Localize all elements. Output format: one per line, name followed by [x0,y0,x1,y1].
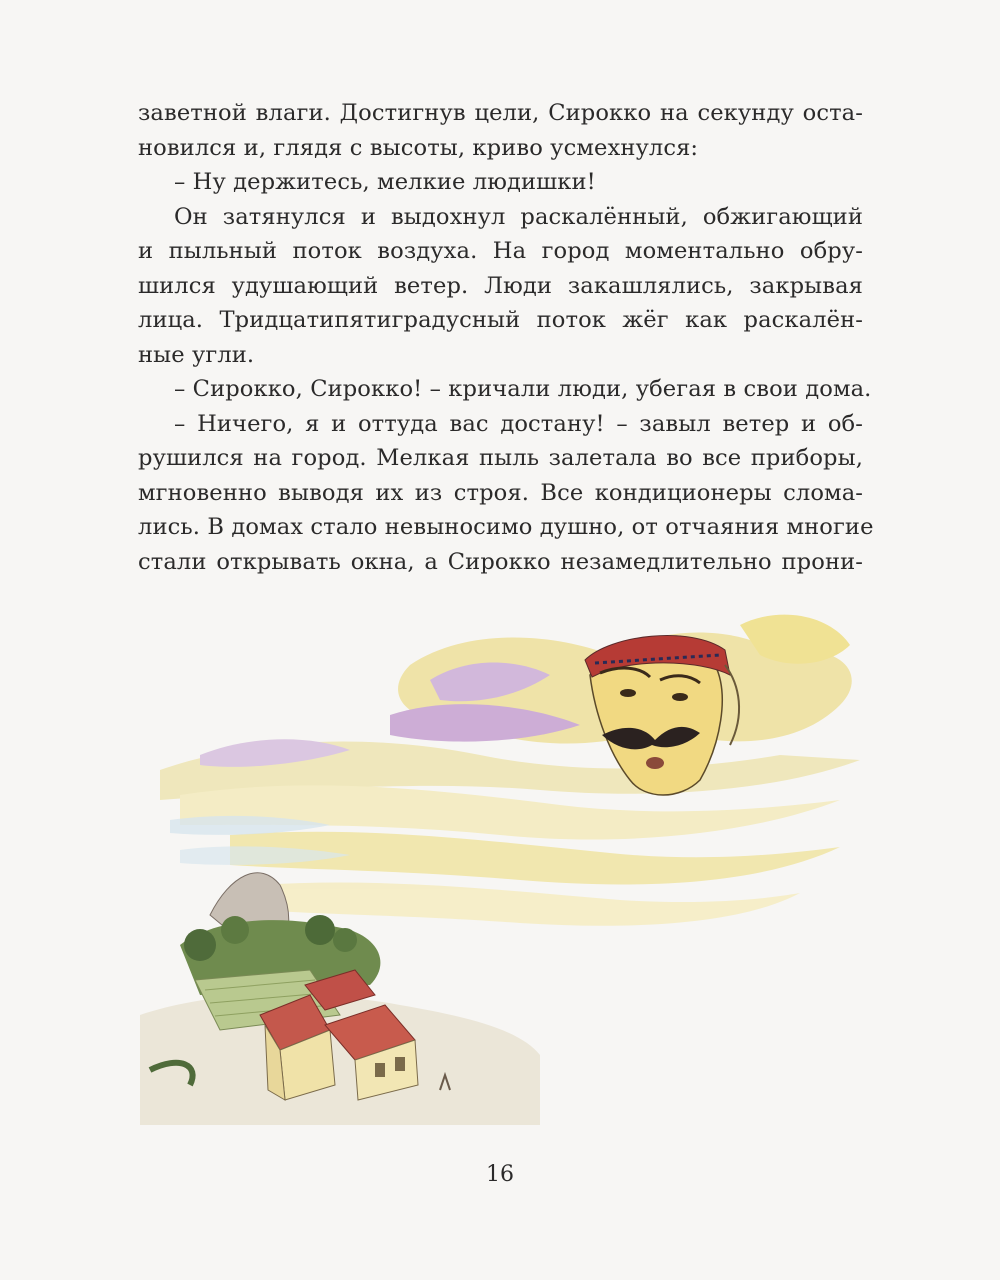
text-line: лись. В домах стало невыносимо душно, от отчаяния многие [138,514,874,540]
text-line: – Ну держитесь, мелкие людишки! [174,169,596,195]
text-line: Он затянулся и выдохнул раскалённый, обжигающий [174,203,863,230]
text-line: мгновенно выводя их из строя. Все кондиционеры слома- [138,479,863,506]
text-line: заветной влаги. Достигнув цели, Сирокко на секунду оста- [138,100,863,126]
text-line: рушился на город. Мелкая пыль залетала во все приборы, [138,445,863,471]
sirocco-wind-illustration [140,585,870,1125]
text-line: новился и, глядя с высоты, криво усмехнулся: [138,134,699,161]
text-line: и пыльный поток воздуха. На город моментально обру- [138,238,863,264]
text-line: лица. Тридцатипятиградусный поток жёг как раскалён- [138,307,863,333]
text-line: – Ничего, я и оттуда вас достану! – завыл ветер и об- [174,410,863,437]
text-line: стали открывать окна, а Сирокко незамедлительно прони- [138,548,863,575]
text-line: шился удушающий ветер. Люди закашлялись, закрывая [138,272,863,299]
text-line: ные угли. [138,341,255,368]
body-text [138,96,874,579]
page-number: 16 [486,1162,514,1187]
text-line: – Сирокко, Сирокко! – кричали люди, убегая в свои дома. [174,376,872,402]
